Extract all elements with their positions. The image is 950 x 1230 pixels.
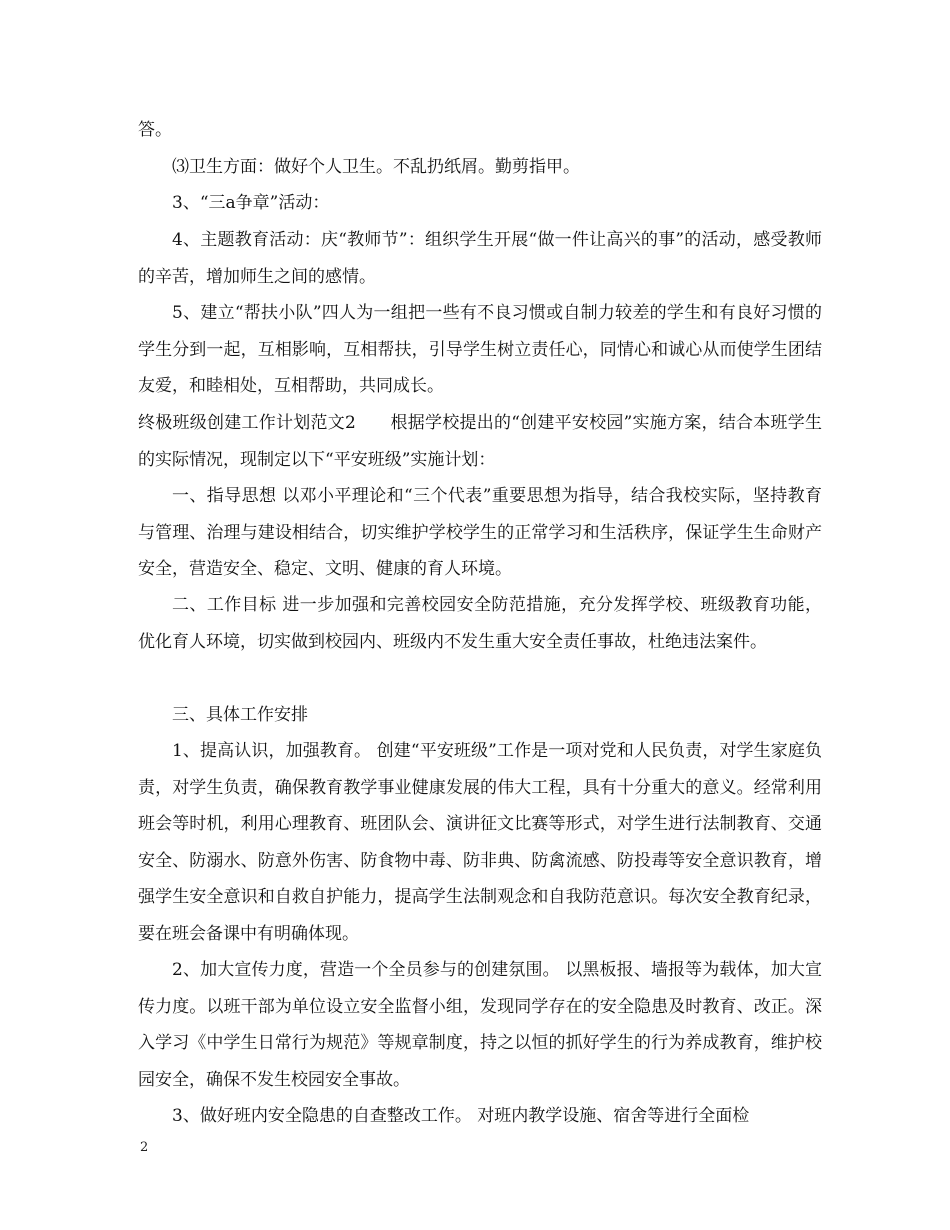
paragraph-arrangement-2: 2、加大宣传力度，营造一个全员参与的创建氛围。 以黑板报、墙报等为载体，加大宣传力度。以班干部为单位设立安全监督小组，发现同学存在的安全隐患及时教育、改正。深入学习《中学生日常行为规范》等规章制度，持之以恒的抓好学生的行为养成教育，维护校园安全，确保不发生校园安全事故。 — [138, 960, 822, 1090]
paragraph-teachers-day: 4、主题教育活动：庆“教师节”：组织学生开展“做一件让高兴的事”的活动，感受教师的辛苦，增加师生之间的感情。 — [138, 230, 822, 287]
paragraph-guiding-idea: 一、指导思想 以邓小平理论和“三个代表”重要思想为指导，结合我校实际，坚持教育与管理、治理与建设相结合，切实维护学校学生的正常学习和生活秩序，保证学生生命财产安全，营造安全、稳定、文明、健康的育人环境。 — [138, 486, 822, 579]
paragraph-help-team: 5、建立“帮扶小队”四人为一组把一些有不良习惯或自制力较差的学生和有良好习惯的学生分到一起，互相影响，互相帮扶，引导学生树立责任心，同情心和诚心从而使学生团结友爱，和睦相处，互相帮助，共同成长。 — [138, 303, 822, 396]
paragraph-plan-title: 终极班级创建工作计划范文2 根据学校提出的“创建平安校园”实施方案，结合本班学生的实际情况，现制定以下“平安班级”实施计划： — [138, 413, 822, 470]
page-number: 2 — [140, 1140, 149, 1155]
paragraph-arrangement-1: 1、提高认识，加强教育。 创建“平安班级”工作是一项对党和人民负责，对学生家庭负责，对学生负责，确保教育教学事业健康发展的伟大工程，具有十分重大的意义。经常利用班会等时机，利用心理教育、班团队会、演讲征文比赛等形式，对学生进行法制教育、交通安全、防溺水、防意外伤害、防食物中毒、防非典、防禽流感、防投毒等安全意识教育，增强学生安全意识和自救自护能力，提高学生法制观念和自我防范意识。每次安全教育纪录，要在班会备课中有明确体现。 — [138, 741, 822, 944]
paragraph-three-a: 3、“三a争章”活动： — [172, 193, 330, 213]
paragraph-arrangement-3: 3、做好班内安全隐患的自查整改工作。 对班内教学设施、宿舍等进行全面检 — [172, 1106, 750, 1126]
paragraph-hygiene: ⑶卫生方面：做好个人卫生。不乱扔纸屑。勤剪指甲。 — [172, 157, 580, 177]
paragraph-continuation: 答。 — [138, 120, 172, 140]
paragraph-work-goal: 二、工作目标 进一步加强和完善校园安全防范措施，充分发挥学校、班级教育功能，优化育人环境，切实做到校园内、班级内不发生重大安全责任事故，杜绝违法案件。 — [138, 595, 822, 652]
heading-work-arrangement: 三、具体工作安排 — [172, 705, 308, 725]
